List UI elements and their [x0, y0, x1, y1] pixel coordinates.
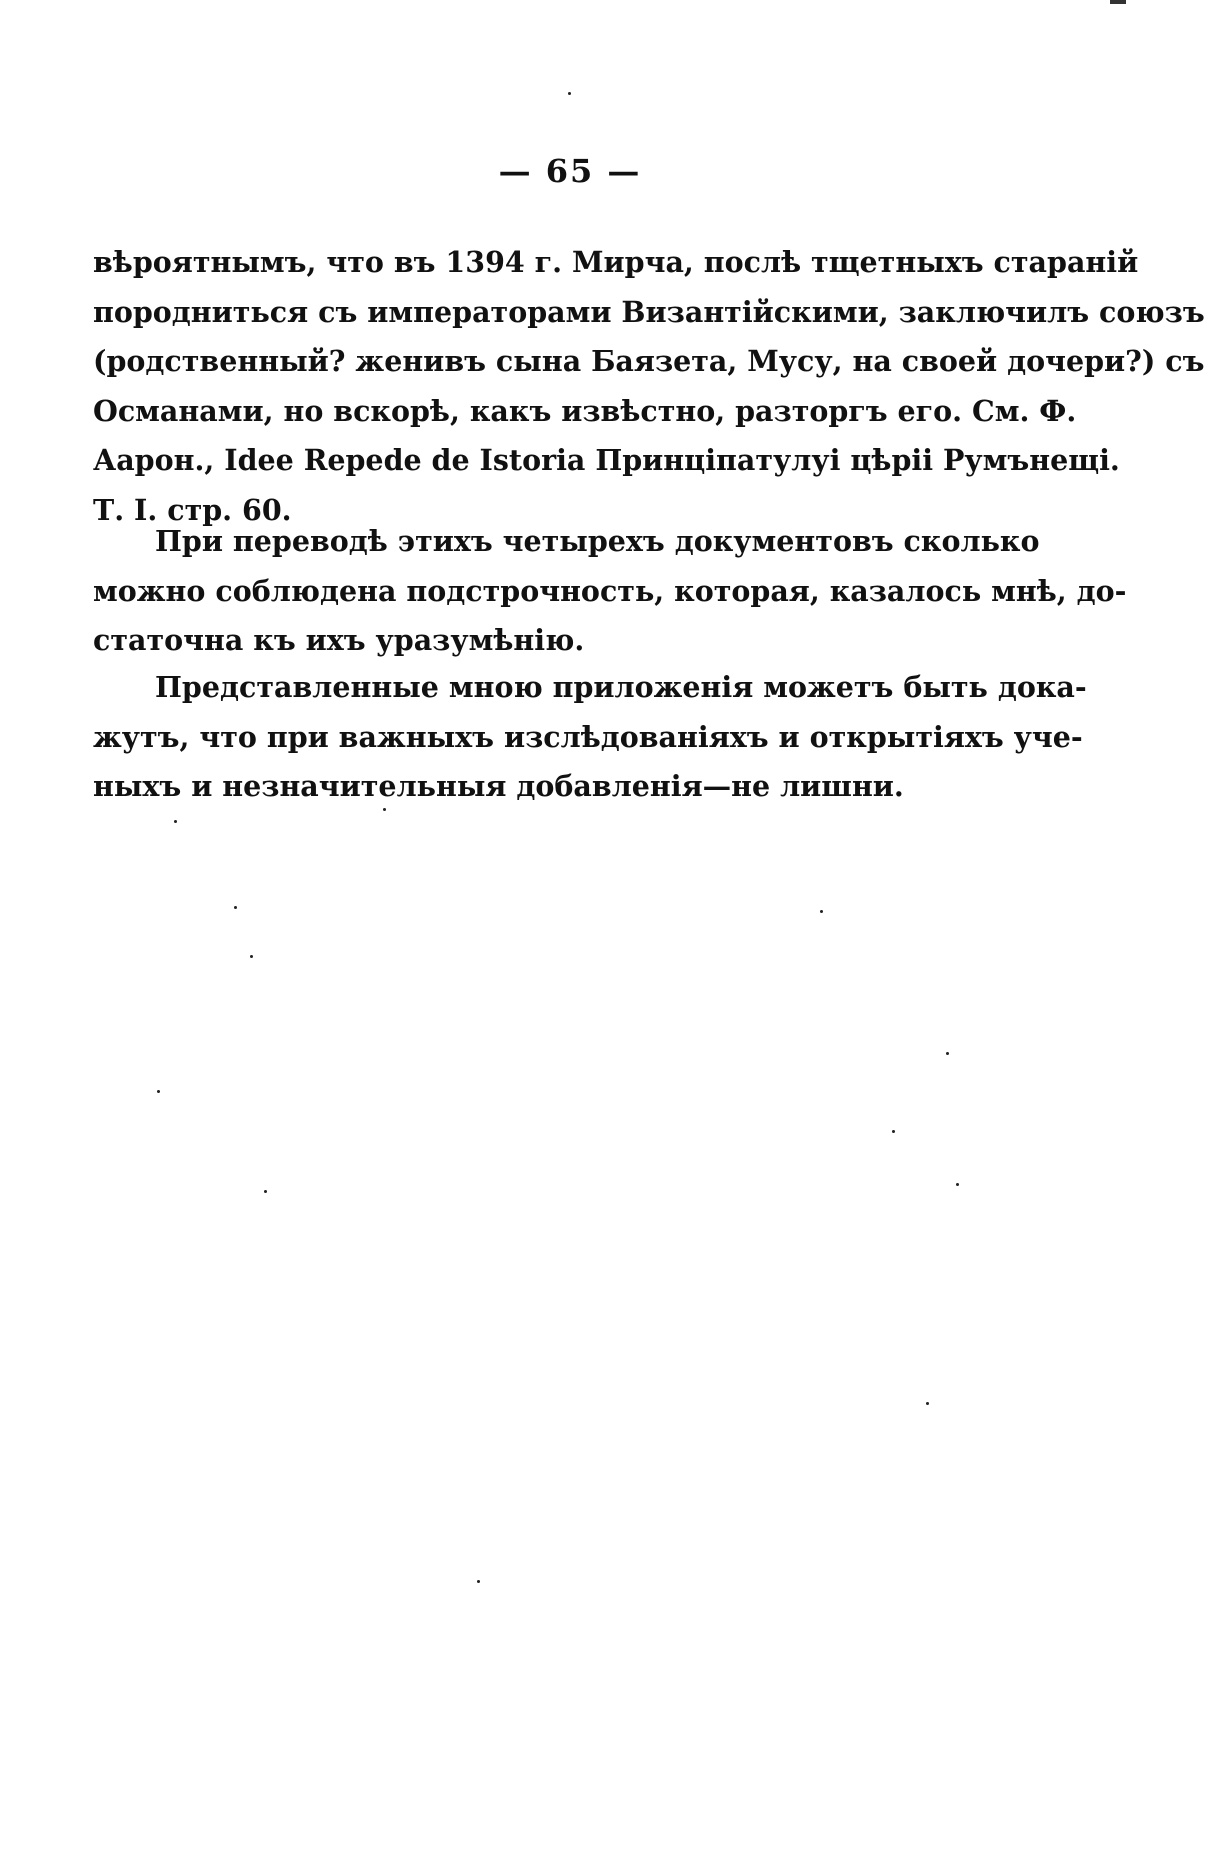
scan-speck [264, 1190, 267, 1193]
scan-speck [568, 92, 571, 95]
scan-speck [946, 1052, 949, 1055]
text-line: вѣроятнымъ, что въ 1394 г. Мирча, послѣ тщетныхъ стараній [93, 245, 1139, 279]
page-number: — 65 — [498, 152, 642, 190]
text-line: Т. I. стр. 60. [93, 492, 292, 527]
scan-speck [477, 1580, 480, 1583]
text-line: (родственный? женивъ сына Баязета, Мусу, на своей дочери?) съ [93, 344, 1205, 378]
paragraph-footnote-continuation [93, 238, 1205, 535]
scan-speck [926, 1402, 929, 1405]
scan-speck [174, 820, 177, 823]
text-line: ныхъ и незначительныя добавленія—не лишни. [93, 769, 904, 803]
text-line: Аарон., Idee Repede de Istoria Принціпатулуі цѣріі Румънещі. [93, 443, 1120, 477]
text-line: жутъ, что при важныхъ изслѣдованіяхъ и открытіяхъ уче- [93, 719, 1083, 754]
paragraph-translation-note [93, 517, 1127, 666]
paragraph-closing-remark [93, 663, 1087, 812]
scan-speck [234, 906, 237, 909]
scan-speck [956, 1183, 959, 1186]
scan-speck [250, 955, 253, 958]
scan-edge-mark [1110, 0, 1126, 4]
scan-speck [820, 910, 823, 913]
scan-speck [383, 808, 386, 811]
text-line: породниться съ императорами Византійскими, заключилъ союзъ [93, 294, 1205, 329]
scan-speck [892, 1130, 895, 1133]
text-line: статочна къ ихъ уразумѣнію. [93, 623, 585, 657]
text-line: Османами, но вскорѣ, какъ извѣстно, разторгъ его. См. Ф. [93, 393, 1077, 428]
text-line: При переводѣ этихъ четырехъ документовъ сколько [155, 524, 1040, 558]
scan-speck [157, 1090, 160, 1093]
text-line: можно соблюдена подстрочность, которая, казалось мнѣ, до- [93, 573, 1127, 608]
text-line: Представленные мною приложенія можетъ быть дока- [155, 670, 1087, 704]
